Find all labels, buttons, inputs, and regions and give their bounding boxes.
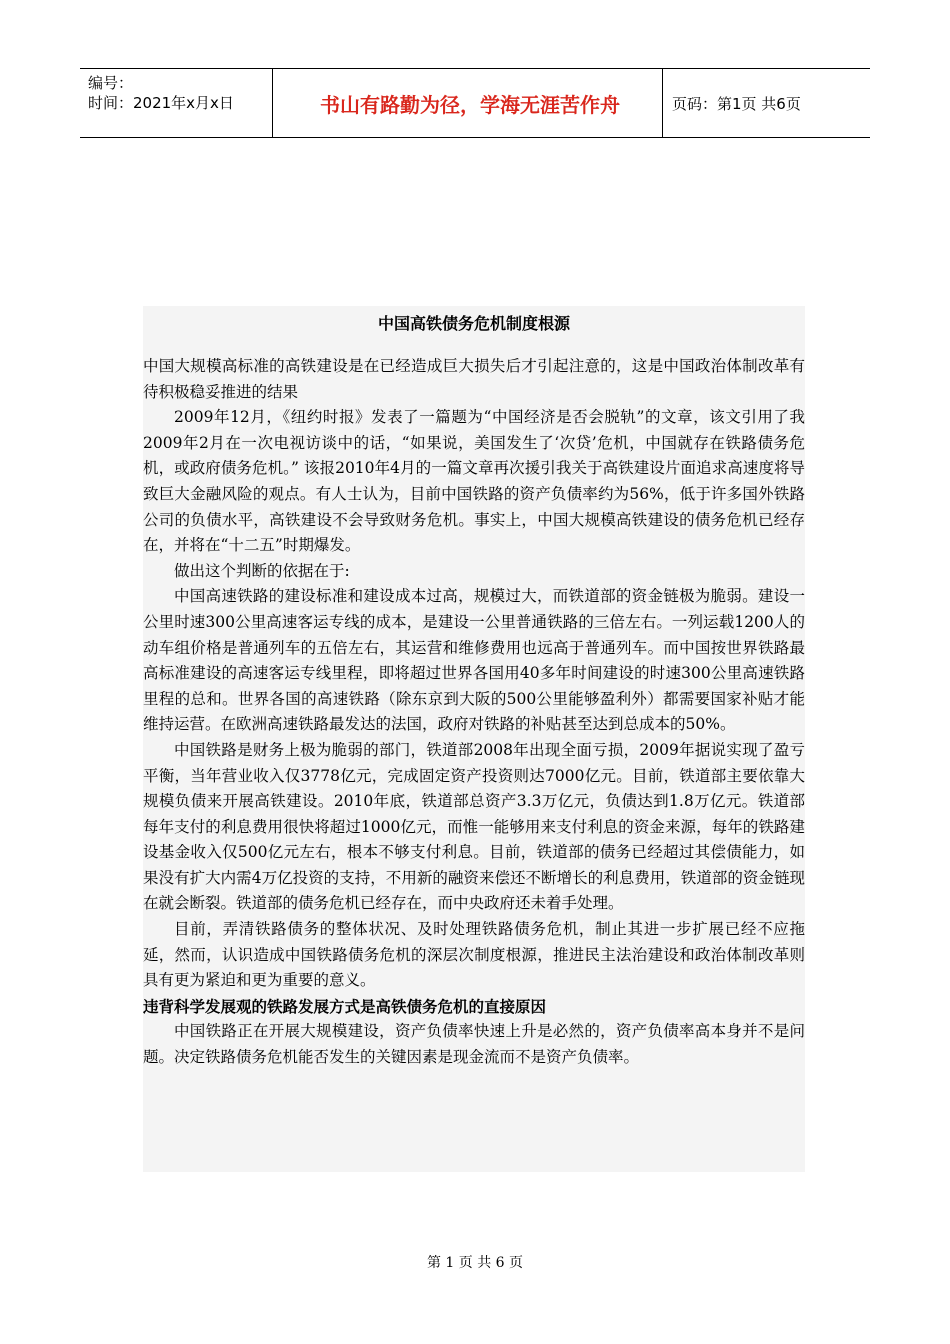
document-title: 中国高铁债务危机制度根源	[377, 314, 570, 333]
date-label: 时间：2021年x月x日	[88, 94, 234, 112]
header-meta	[88, 73, 268, 113]
paragraph: 中国铁路正在开展大规模建设，资产负债率快速上升是必然的，资产负债率高本身并不是问题。决定铁路债务危机能否发生的关键因素是现金流而不是资产负债率。	[143, 1022, 805, 1067]
header-page-info: 页码：第1页 共6页	[672, 94, 801, 113]
paragraph: 中国大规模高标准的高铁建设是在已经造成巨大损失后才引起注意的，这是中国政治体制改革有待积极稳妥推进的结果	[143, 357, 805, 401]
page-footer: 第 1 页 共 6 页	[426, 1255, 524, 1271]
paragraph: 中国铁路是财务上极为脆弱的部门，铁道部2008年出现全面亏损，2009年据说实现了盈亏平衡，当年营业收入仅3778亿元，完成固定资产投资则达7000亿元。目前，铁道部主要依靠大规模负债来开展高铁建设。2010年底，铁道部总资产3.3万亿元，负债达到1.8万亿元。铁道部每年支付的利息费用很快将超过1000亿元，而惟一能够用来支付利息的资金来源，每年的铁路建设基金收入仅500亿元左右，根本不够支付利息。目前，铁道部的债务已经超过其偿债能力，如果没有扩大内需4万亿投资的支持，不用新的融资来偿还不断增长的利息费用，铁道部的资金链现在就会断裂。铁道部的债务危机已经存在，而中央政府还未着手处理。	[143, 740, 805, 913]
paragraph-list	[143, 354, 805, 1071]
document-body	[143, 306, 805, 1172]
header-divider	[272, 69, 273, 137]
paragraph: 中国高速铁路的建设标准和建设成本过高，规模过大，而铁道部的资金链极为脆弱。建设一公里时速300公里高速客运专线的成本，是建设一公里普通铁路的三倍左右。一列运载1200人的动车组价格是普通列车的五倍左右，其运营和维修费用也远高于普通列车。而中国按世界铁路最高标准建设的高速客运专线里程，即将超过世界各国用40多年时间建设的时速300公里高速铁路里程的总和。世界各国的高速铁路（除东京到大阪的500公里能够盈利外）都需要国家补贴才能维持运营。在欧洲高速铁路最发达的法国，政府对铁路的补贴甚至达到总成本的50%。	[143, 587, 805, 734]
header-motto: 书山有路勤为径，学海无涯苦作舟	[320, 92, 620, 117]
section-heading: 违背科学发展观的铁路发展方式是高铁债务危机的直接原因	[143, 996, 547, 1016]
number-label: 编号：	[88, 74, 134, 92]
page-header	[80, 68, 870, 138]
paragraph: 目前，弄清铁路债务的整体状况、及时处理铁路债务危机，制止其进一步扩展已经不应拖延，然而，认识造成中国铁路债务危机的深层次制度根源，推进民主法治建设和政治体制改革则具有更为紧迫和更为重要的意义。	[143, 920, 805, 990]
paragraph: 做出这个判断的依据在于:	[174, 561, 350, 580]
paragraph: 2009年12月，《纽约时报》发表了一篇题为“中国经济是否会脱轨”的文章，该文引用了我2009年2月在一次电视访谈中的话，“如果说，美国发生了‘次贷’危机，中国就存在铁路债务危机，或政府债务危机。” 该报2010年4月的一篇文章再次援引我关于高铁建设片面追求高速度将导致巨大金融风险的观点。有人士认为，目前中国铁路的资产负债率约为56%，低于许多国外铁路公司的负债水平，高铁建设不会导致财务危机。事实上，中国大规模高铁建设的债务危机已经存在，并将在“十二五”时期爆发。	[143, 408, 805, 555]
header-divider	[662, 69, 663, 137]
